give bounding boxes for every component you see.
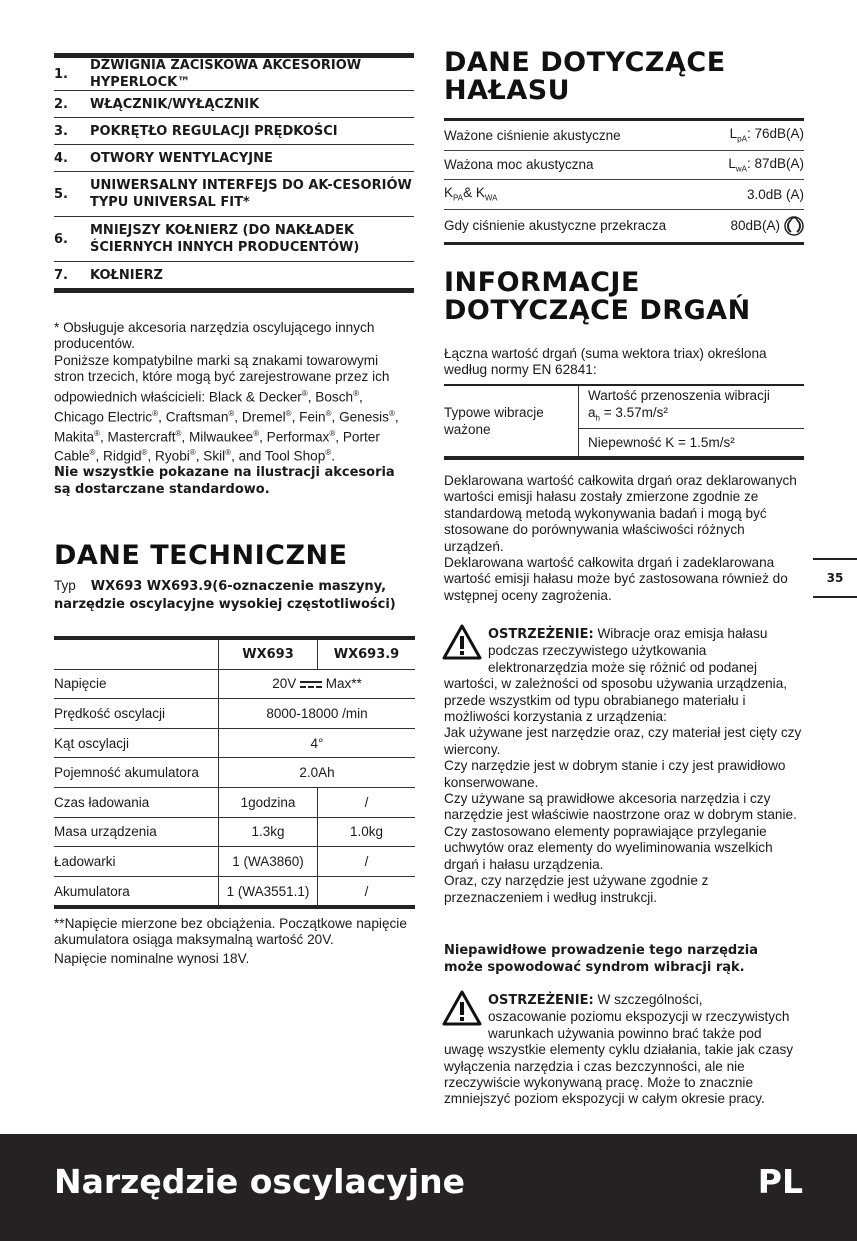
list-item bbox=[54, 118, 414, 145]
part-label: UNIWERSALNY INTERFEJS DO AK-CESORIÓW TYPU UNIVERSAL FIT* bbox=[90, 178, 412, 210]
accessories-note: Nie wszystkie pokazane na ilustracji akcesoria są dostarczane standardowo. bbox=[54, 465, 395, 497]
part-label: MNIEJSZY KOŁNIERZ (DO NAKŁADEK ŚCIERNYCH INNYCH PRODUCENTÓW) bbox=[90, 223, 360, 255]
type-value: WX693 WX693.9(6-oznaczenie maszyny, narzędzie oscylacyjne wysokiej częstotliwości) bbox=[54, 579, 396, 612]
ear-protection-icon bbox=[784, 216, 804, 236]
tech-table bbox=[54, 636, 415, 909]
compat-notes bbox=[54, 320, 404, 498]
part-number: 7. bbox=[54, 267, 68, 283]
table-row: Typowe wibracje ważone Wartość przenoszenia wibracji $a_h = 3.57m/s^2$ bbox=[444, 385, 804, 429]
table-row: Gdy ciśnienie akustyczne przekracza 80dB(A) bbox=[444, 210, 804, 242]
noise-table bbox=[444, 118, 804, 245]
table-row: Masa urządzenia 1.3kg 1.0kg bbox=[54, 817, 415, 847]
compat-brands: Poniższe kompatybilne marki są znakami towarowymi stron trzecich, które mogą być zarejestrowane przez ich odpowiednich właścicieli: Black & Decker®, Bosch®, Chicago Electric®, Craftsman®, Dremel®, Fein®, Genesis®, Makita®, Mastercraft®, Milwaukee®, Performax®, Porter Cable®, Ridgid®, Ryobi®, Skil®, and Tool Shop®. bbox=[54, 352, 399, 464]
type-label: Typ bbox=[54, 578, 76, 593]
part-number: 4. bbox=[54, 150, 68, 166]
language-code: PL bbox=[757, 1162, 803, 1201]
tech-title: DANE TECHNICZNE bbox=[54, 540, 348, 571]
part-label: OTWORY WENTYLACYJNE bbox=[90, 150, 273, 166]
table-row: Czas ładowania 1godzina / bbox=[54, 787, 415, 817]
part-number: 6. bbox=[54, 231, 68, 247]
list-item bbox=[54, 91, 414, 118]
part-label: DŹWIGNIA ZACISKOWA AKCESORIÓW HYPERLOCK™ bbox=[90, 58, 362, 90]
table-row: Napięcie 20V Max** bbox=[54, 669, 415, 699]
table-row: Kąt oscylacji 4° bbox=[54, 728, 415, 758]
col-header: WX693.9 bbox=[318, 638, 416, 669]
table-row: $K_{PA}\&$ $K_{WA}$ 3.0dB (A) bbox=[444, 180, 804, 210]
noise-title: DANE DOTYCZĄCE HAŁASU bbox=[444, 47, 726, 106]
col-header: WX693 bbox=[219, 638, 318, 669]
parts-list bbox=[54, 53, 414, 293]
vibration-intro: Łączna wartość drgań (suma wektora triax) określona według normy EN 62841: bbox=[444, 346, 767, 378]
footer-title: Narzędzie oscylacyjne bbox=[54, 1162, 465, 1201]
part-number: 1. bbox=[54, 66, 68, 82]
table-row: Ważona moc akustyczna $L_{wA}$: 87dB(A) bbox=[444, 151, 804, 181]
compat-note: * Obsługuje akcesoria narzędzia oscylującego innych producentów. bbox=[54, 320, 375, 352]
table-row: Pojemność akumulatora 2.0Ah bbox=[54, 758, 415, 788]
page-number: 35 bbox=[813, 558, 857, 598]
table-row: Niepewność K = 1.5m/s² bbox=[444, 429, 804, 459]
list-item bbox=[54, 145, 414, 172]
tech-footnote: **Napięcie mierzone bez obciążenia. Początkowe napięcie akumulatora osiąga maksymalną wartość 20V. Napięcie nominalne wynosi 18V. bbox=[54, 916, 407, 966]
vibration-paragraphs: Deklarowana wartość całkowita drgań oraz deklarowanych wartości emisji hałasu zostały zmierzone zgodnie ze standardową metodą wykonywania badań i mogą być stosowane do porównywania właściwości różnych urządzeń. Deklarowana wartość całkowita drgań i zadeklarowana wartość emisji hałasu może być zastosowana również do wstępnej oceny zagrożenia. bbox=[444, 473, 797, 603]
warning-block-1: OSTRZEŻENIE: Wibracje oraz emisja hałasu podczas rzeczywistego użytkowania elektronarzędzia może się różnić od podanej wartości, w zależności od sposobu używania urządzenia, przede wszystkim od typu obrabianego materiału i możliwości korzystania z urządzenia: Jak używane jest narzędzie oraz, czy materiał jest cięty czy wiercony. Czy narzędzie jest w dobrym stanie i czy jest prawidłowo konserwowane. Czy używane są prawidłowe akcesoria narzędzia i czy narzędzie jest właściwie naostrzone oraz w dobrym stanie. Czy zastosowano elementy poprawiające przyleganie uchwytów oraz elementy do wyeliminowania wszelkich drgań i hałasu urządzenia. Oraz, czy narzędzie jest używane zgodnie z przeznaczeniem i według instrukcji. bbox=[444, 626, 802, 905]
table-row bbox=[54, 638, 415, 669]
list-item bbox=[54, 172, 414, 217]
hand-vibration-warning: Niepawidłowe prowadzenie tego narzędzia może spowodować syndrom wibracji rąk. bbox=[444, 943, 758, 975]
part-label: POKRĘTŁO REGULACJI PRĘDKOŚCI bbox=[90, 123, 338, 139]
table-row: Prędkość oscylacji 8000-18000 /min bbox=[54, 699, 415, 729]
vibration-title: INFORMACJE DOTYCZĄCE DRGAŃ bbox=[444, 267, 751, 326]
table-row: Akumulatora 1 (WA3551.1) / bbox=[54, 876, 415, 907]
warning-block-2: OSTRZEŻENIE: W szczególności, oszacowanie poziomu ekspozycji w rzeczywistych warunkach używania powinno brać także pod uwagę wszystkie elementy cyklu działania, takie jak czasy wyłączenia narzędzia i czas bezczynności, ale nie rzeczywiście wykonywaną pracę. Może to znacznie zmniejszyć poziom ekspozycji w całym okresie pracy. bbox=[444, 992, 794, 1107]
type-line bbox=[54, 577, 414, 613]
list-item bbox=[54, 217, 414, 262]
part-number: 5. bbox=[54, 186, 68, 202]
part-label: WŁĄCZNIK/WYŁĄCZNIK bbox=[90, 96, 260, 112]
part-number: 3. bbox=[54, 123, 68, 139]
list-item bbox=[54, 262, 414, 288]
table-row: Ładowarki 1 (WA3860) / bbox=[54, 847, 415, 877]
vibration-table bbox=[444, 384, 804, 460]
table-row: Ważone ciśnienie akustyczne $L_{pA}$: 76dB(A) bbox=[444, 121, 804, 151]
part-number: 2. bbox=[54, 96, 68, 112]
list-item bbox=[54, 58, 414, 91]
part-label: KOŁNIERZ bbox=[90, 267, 163, 283]
dc-icon bbox=[300, 680, 322, 689]
